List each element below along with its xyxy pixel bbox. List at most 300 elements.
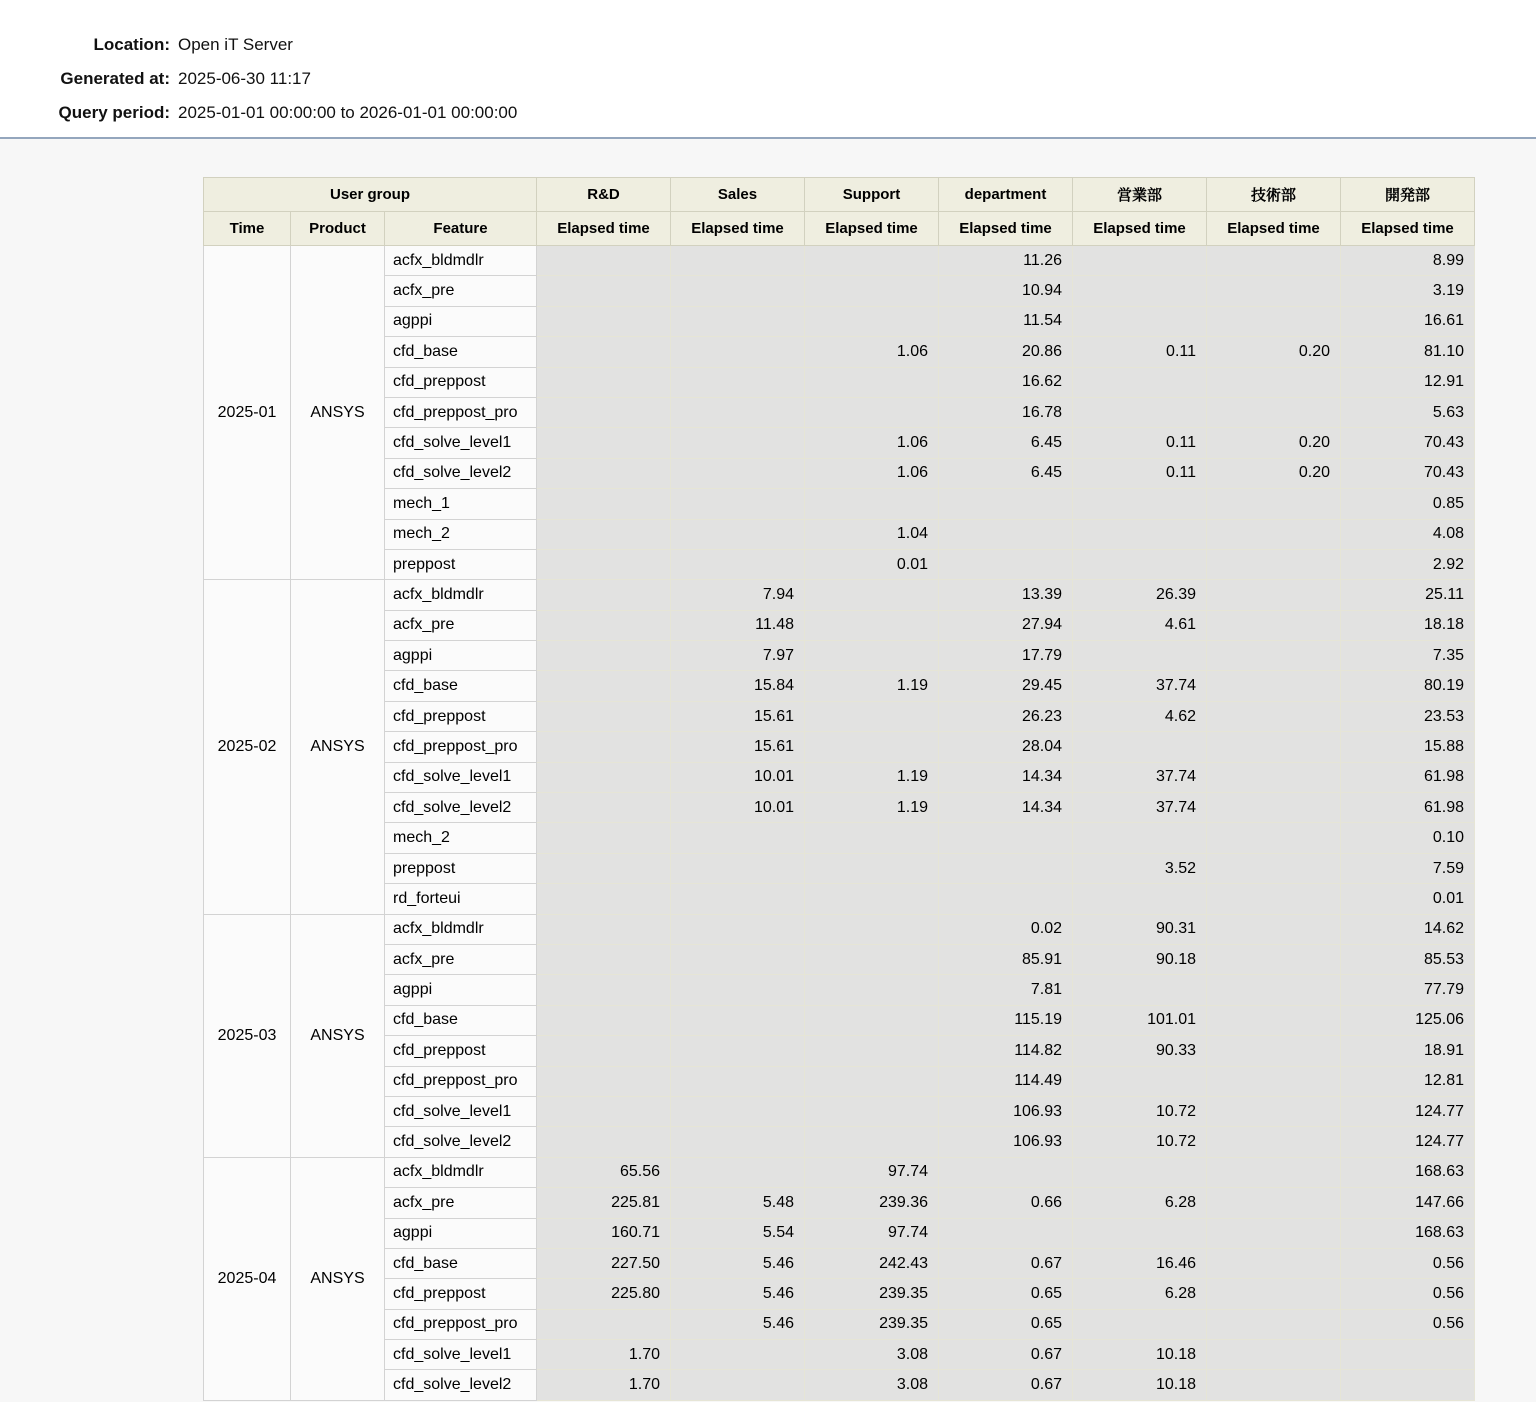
value-cell xyxy=(537,701,671,731)
value-cell: 3.08 xyxy=(805,1340,939,1370)
value-cell xyxy=(537,884,671,914)
value-cell xyxy=(1207,580,1341,610)
value-cell: 15.84 xyxy=(671,671,805,701)
report-body xyxy=(0,139,1536,1402)
value-cell: 6.45 xyxy=(939,458,1073,488)
value-cell xyxy=(1207,975,1341,1005)
value-cell: 11.26 xyxy=(939,246,1073,276)
value-cell xyxy=(805,853,939,883)
feature-cell: cfd_solve_level1 xyxy=(385,1340,537,1370)
value-cell: 0.20 xyxy=(1207,337,1341,367)
value-cell: 1.19 xyxy=(805,793,939,823)
value-cell xyxy=(939,853,1073,883)
value-cell xyxy=(1207,276,1341,306)
value-cell: 124.77 xyxy=(1341,1127,1475,1157)
value-cell xyxy=(805,1096,939,1126)
table-row xyxy=(204,489,1475,519)
value-cell: 4.61 xyxy=(1073,610,1207,640)
value-cell xyxy=(1073,823,1207,853)
query-period-value: 2025-01-01 00:00:00 to 2026-01-01 00:00:00 xyxy=(178,103,518,122)
table-row xyxy=(204,944,1475,974)
value-cell xyxy=(671,1005,805,1035)
value-cell xyxy=(1073,489,1207,519)
value-cell: 10.72 xyxy=(1073,1127,1207,1157)
value-cell xyxy=(671,246,805,276)
value-cell: 11.48 xyxy=(671,610,805,640)
value-cell: 4.62 xyxy=(1073,701,1207,731)
table-head xyxy=(204,178,1475,246)
feature-cell: agppi xyxy=(385,306,537,336)
value-cell xyxy=(1207,1036,1341,1066)
value-cell xyxy=(1207,610,1341,640)
value-cell: 65.56 xyxy=(537,1157,671,1187)
value-cell xyxy=(1207,1157,1341,1187)
value-cell xyxy=(671,1096,805,1126)
value-cell: 61.98 xyxy=(1341,793,1475,823)
value-cell: 16.61 xyxy=(1341,306,1475,336)
meta-row-generated-at xyxy=(0,62,1536,96)
value-cell: 0.65 xyxy=(939,1279,1073,1309)
table-row xyxy=(204,610,1475,640)
value-cell xyxy=(1207,549,1341,579)
value-cell xyxy=(1207,641,1341,671)
value-cell: 114.82 xyxy=(939,1036,1073,1066)
value-cell xyxy=(671,884,805,914)
value-cell: 14.34 xyxy=(939,793,1073,823)
generated-at-label: Generated at: xyxy=(60,69,170,88)
table-row xyxy=(204,975,1475,1005)
location-label: Location: xyxy=(93,35,170,54)
table-row xyxy=(204,1157,1475,1187)
feature-cell: cfd_base xyxy=(385,337,537,367)
value-cell: 168.63 xyxy=(1341,1157,1475,1187)
value-cell: 25.11 xyxy=(1341,580,1475,610)
value-cell: 227.50 xyxy=(537,1248,671,1278)
table-row xyxy=(204,580,1475,610)
feature-cell: preppost xyxy=(385,853,537,883)
value-cell xyxy=(805,1127,939,1157)
feature-cell: acfx_bldmdlr xyxy=(385,580,537,610)
value-cell: 3.19 xyxy=(1341,276,1475,306)
time-cell: 2025-01 xyxy=(204,246,291,580)
time-cell: 2025-03 xyxy=(204,914,291,1157)
value-cell: 0.65 xyxy=(939,1309,1073,1339)
value-cell: 0.01 xyxy=(1341,884,1475,914)
elapsed-time-header: Elapsed time xyxy=(805,212,939,246)
value-cell xyxy=(671,337,805,367)
value-cell: 15.61 xyxy=(671,701,805,731)
value-cell xyxy=(537,337,671,367)
value-cell xyxy=(671,1340,805,1370)
table-row xyxy=(204,397,1475,427)
value-cell: 160.71 xyxy=(537,1218,671,1248)
value-cell: 14.62 xyxy=(1341,914,1475,944)
value-cell xyxy=(537,641,671,671)
value-cell: 90.18 xyxy=(1073,944,1207,974)
feature-cell: preppost xyxy=(385,549,537,579)
value-cell: 0.56 xyxy=(1341,1248,1475,1278)
value-cell: 106.93 xyxy=(939,1127,1073,1157)
table-row xyxy=(204,732,1475,762)
value-cell: 106.93 xyxy=(939,1096,1073,1126)
value-cell: 14.34 xyxy=(939,762,1073,792)
value-cell: 2.92 xyxy=(1341,549,1475,579)
value-cell: 16.46 xyxy=(1073,1248,1207,1278)
table-row xyxy=(204,1127,1475,1157)
value-cell xyxy=(805,732,939,762)
value-cell xyxy=(537,823,671,853)
value-cell: 7.81 xyxy=(939,975,1073,1005)
value-cell: 37.74 xyxy=(1073,793,1207,823)
table-row xyxy=(204,246,1475,276)
value-cell: 3.52 xyxy=(1073,853,1207,883)
feature-cell: cfd_solve_level2 xyxy=(385,793,537,823)
value-cell xyxy=(1207,884,1341,914)
value-cell: 1.06 xyxy=(805,458,939,488)
value-cell: 85.91 xyxy=(939,944,1073,974)
time-cell: 2025-04 xyxy=(204,1157,291,1400)
value-cell: 5.46 xyxy=(671,1279,805,1309)
value-cell xyxy=(1073,975,1207,1005)
feature-cell: cfd_base xyxy=(385,671,537,701)
value-cell xyxy=(805,1036,939,1066)
table-row xyxy=(204,1036,1475,1066)
value-cell xyxy=(537,458,671,488)
value-cell: 5.46 xyxy=(671,1309,805,1339)
value-cell: 239.35 xyxy=(805,1279,939,1309)
value-cell xyxy=(537,519,671,549)
value-cell: 0.11 xyxy=(1073,337,1207,367)
feature-cell: cfd_base xyxy=(385,1248,537,1278)
value-cell: 12.81 xyxy=(1341,1066,1475,1096)
value-cell xyxy=(1207,1248,1341,1278)
value-cell xyxy=(1207,519,1341,549)
user-group-header: User group xyxy=(204,178,537,212)
value-cell xyxy=(537,276,671,306)
value-cell xyxy=(939,823,1073,853)
value-cell: 10.01 xyxy=(671,762,805,792)
value-cell: 4.08 xyxy=(1341,519,1475,549)
value-cell xyxy=(537,975,671,1005)
value-cell: 26.39 xyxy=(1073,580,1207,610)
table-row xyxy=(204,1340,1475,1370)
value-cell xyxy=(805,1066,939,1096)
value-cell xyxy=(671,428,805,458)
value-cell xyxy=(1073,397,1207,427)
value-cell: 1.70 xyxy=(537,1370,671,1400)
feature-cell: acfx_pre xyxy=(385,610,537,640)
value-cell xyxy=(1073,549,1207,579)
value-cell xyxy=(537,397,671,427)
value-cell xyxy=(1207,367,1341,397)
table-row xyxy=(204,428,1475,458)
value-cell: 0.67 xyxy=(939,1370,1073,1400)
value-cell xyxy=(537,762,671,792)
feature-cell: acfx_bldmdlr xyxy=(385,914,537,944)
value-cell xyxy=(671,367,805,397)
value-cell xyxy=(805,276,939,306)
value-cell xyxy=(805,367,939,397)
value-cell: 239.36 xyxy=(805,1188,939,1218)
value-cell xyxy=(1207,1309,1341,1339)
value-cell xyxy=(805,1005,939,1035)
value-cell xyxy=(939,549,1073,579)
table-row xyxy=(204,1066,1475,1096)
feature-cell: acfx_pre xyxy=(385,276,537,306)
value-cell xyxy=(1207,489,1341,519)
meta-row-query-period xyxy=(0,96,1536,130)
table-row xyxy=(204,853,1475,883)
value-cell xyxy=(537,732,671,762)
feature-cell: cfd_preppost_pro xyxy=(385,732,537,762)
value-cell: 114.49 xyxy=(939,1066,1073,1096)
value-cell xyxy=(805,246,939,276)
value-cell xyxy=(805,701,939,731)
value-cell xyxy=(671,975,805,1005)
table-row xyxy=(204,519,1475,549)
value-cell: 61.98 xyxy=(1341,762,1475,792)
table-row xyxy=(204,458,1475,488)
value-cell: 37.74 xyxy=(1073,762,1207,792)
value-cell: 70.43 xyxy=(1341,458,1475,488)
value-cell xyxy=(671,458,805,488)
value-cell xyxy=(671,823,805,853)
value-cell xyxy=(537,1096,671,1126)
product-cell: ANSYS xyxy=(291,914,385,1157)
feature-cell: rd_forteui xyxy=(385,884,537,914)
table-row xyxy=(204,1309,1475,1339)
value-cell xyxy=(805,884,939,914)
table-row xyxy=(204,641,1475,671)
value-cell xyxy=(1073,1157,1207,1187)
value-cell xyxy=(1073,1309,1207,1339)
value-cell: 10.72 xyxy=(1073,1096,1207,1126)
value-cell xyxy=(671,276,805,306)
value-cell: 28.04 xyxy=(939,732,1073,762)
value-cell xyxy=(1073,641,1207,671)
value-cell: 0.11 xyxy=(1073,428,1207,458)
value-cell: 1.06 xyxy=(805,428,939,458)
value-cell: 16.62 xyxy=(939,367,1073,397)
value-cell xyxy=(1207,1340,1341,1370)
value-cell xyxy=(1073,367,1207,397)
value-cell: 124.77 xyxy=(1341,1096,1475,1126)
value-cell xyxy=(1207,944,1341,974)
value-cell xyxy=(1207,1005,1341,1035)
value-cell: 0.85 xyxy=(1341,489,1475,519)
value-cell xyxy=(805,489,939,519)
feature-cell: cfd_preppost_pro xyxy=(385,397,537,427)
value-cell: 13.39 xyxy=(939,580,1073,610)
value-cell xyxy=(1207,1188,1341,1218)
value-cell xyxy=(1207,732,1341,762)
value-cell: 27.94 xyxy=(939,610,1073,640)
value-cell xyxy=(1207,1127,1341,1157)
value-cell xyxy=(1207,914,1341,944)
value-cell xyxy=(805,306,939,336)
feature-cell: cfd_preppost xyxy=(385,1036,537,1066)
value-cell xyxy=(805,914,939,944)
value-cell: 18.18 xyxy=(1341,610,1475,640)
feature-cell: acfx_pre xyxy=(385,1188,537,1218)
value-cell: 10.18 xyxy=(1073,1370,1207,1400)
feature-cell: cfd_preppost_pro xyxy=(385,1066,537,1096)
table-row xyxy=(204,549,1475,579)
value-cell xyxy=(537,671,671,701)
value-cell: 26.23 xyxy=(939,701,1073,731)
value-cell xyxy=(537,306,671,336)
group-column-header: Sales xyxy=(671,178,805,212)
feature-cell: cfd_solve_level2 xyxy=(385,1127,537,1157)
value-cell xyxy=(537,853,671,883)
value-cell xyxy=(939,884,1073,914)
value-cell: 1.19 xyxy=(805,762,939,792)
product-cell: ANSYS xyxy=(291,580,385,914)
value-cell xyxy=(1207,1218,1341,1248)
value-cell xyxy=(671,944,805,974)
feature-cell: acfx_pre xyxy=(385,944,537,974)
value-cell xyxy=(1207,1096,1341,1126)
value-cell xyxy=(671,914,805,944)
value-cell: 11.54 xyxy=(939,306,1073,336)
table-row xyxy=(204,914,1475,944)
table-row xyxy=(204,884,1475,914)
value-cell xyxy=(537,549,671,579)
value-cell: 6.28 xyxy=(1073,1188,1207,1218)
value-cell xyxy=(805,944,939,974)
value-cell xyxy=(1207,701,1341,731)
value-cell xyxy=(1207,762,1341,792)
value-cell: 0.67 xyxy=(939,1248,1073,1278)
value-cell: 0.56 xyxy=(1341,1309,1475,1339)
value-cell xyxy=(1207,1066,1341,1096)
value-cell: 8.99 xyxy=(1341,246,1475,276)
value-cell: 0.20 xyxy=(1207,458,1341,488)
value-cell xyxy=(1073,246,1207,276)
value-cell: 37.74 xyxy=(1073,671,1207,701)
feature-cell: cfd_solve_level1 xyxy=(385,1096,537,1126)
value-cell xyxy=(1341,1340,1475,1370)
value-cell: 6.45 xyxy=(939,428,1073,458)
feature-cell: cfd_preppost xyxy=(385,367,537,397)
value-cell xyxy=(1207,306,1341,336)
value-cell xyxy=(939,1218,1073,1248)
value-cell: 10.01 xyxy=(671,793,805,823)
table-row xyxy=(204,701,1475,731)
value-cell xyxy=(1073,1218,1207,1248)
value-cell xyxy=(939,489,1073,519)
value-cell xyxy=(537,580,671,610)
value-cell: 1.04 xyxy=(805,519,939,549)
feature-cell: agppi xyxy=(385,641,537,671)
value-cell: 5.46 xyxy=(671,1248,805,1278)
value-cell xyxy=(1073,732,1207,762)
value-cell xyxy=(805,975,939,1005)
value-cell xyxy=(1207,823,1341,853)
feature-cell: mech_1 xyxy=(385,489,537,519)
value-cell xyxy=(671,549,805,579)
value-cell: 90.33 xyxy=(1073,1036,1207,1066)
value-cell: 0.11 xyxy=(1073,458,1207,488)
meta-row-location xyxy=(0,28,1536,62)
value-cell xyxy=(1073,1066,1207,1096)
value-cell: 1.19 xyxy=(805,671,939,701)
query-period-label: Query period: xyxy=(58,103,170,122)
group-column-header: 営業部 xyxy=(1073,178,1207,212)
value-cell: 125.06 xyxy=(1341,1005,1475,1035)
value-cell xyxy=(1073,306,1207,336)
location-value: Open iT Server xyxy=(178,35,293,54)
value-cell xyxy=(1073,276,1207,306)
value-cell xyxy=(537,610,671,640)
value-cell xyxy=(537,1066,671,1096)
value-cell xyxy=(671,1036,805,1066)
product-cell: ANSYS xyxy=(291,246,385,580)
product-cell: ANSYS xyxy=(291,1157,385,1400)
value-cell: 5.54 xyxy=(671,1218,805,1248)
table-row xyxy=(204,367,1475,397)
value-cell xyxy=(537,914,671,944)
value-cell: 7.59 xyxy=(1341,853,1475,883)
group-column-header: department xyxy=(939,178,1073,212)
feature-cell: agppi xyxy=(385,975,537,1005)
value-cell xyxy=(1207,1279,1341,1309)
table-row xyxy=(204,1248,1475,1278)
value-cell: 29.45 xyxy=(939,671,1073,701)
value-cell xyxy=(537,1036,671,1066)
value-cell xyxy=(537,1309,671,1339)
value-cell: 97.74 xyxy=(805,1157,939,1187)
elapsed-time-header: Elapsed time xyxy=(1207,212,1341,246)
group-column-header: Support xyxy=(805,178,939,212)
feature-cell: cfd_preppost_pro xyxy=(385,1309,537,1339)
value-cell: 7.94 xyxy=(671,580,805,610)
elapsed-time-header: Elapsed time xyxy=(1341,212,1475,246)
usage-table xyxy=(203,177,1475,1401)
table-row xyxy=(204,1370,1475,1400)
value-cell: 15.88 xyxy=(1341,732,1475,762)
value-cell xyxy=(671,519,805,549)
value-cell: 85.53 xyxy=(1341,944,1475,974)
feature-cell: cfd_solve_level2 xyxy=(385,458,537,488)
value-cell: 147.66 xyxy=(1341,1188,1475,1218)
value-cell xyxy=(1207,793,1341,823)
value-cell: 115.19 xyxy=(939,1005,1073,1035)
value-cell: 0.67 xyxy=(939,1340,1073,1370)
value-cell xyxy=(671,1066,805,1096)
value-cell: 20.86 xyxy=(939,337,1073,367)
value-cell: 10.94 xyxy=(939,276,1073,306)
value-cell: 90.31 xyxy=(1073,914,1207,944)
table-row xyxy=(204,762,1475,792)
value-cell: 18.91 xyxy=(1341,1036,1475,1066)
value-cell xyxy=(1207,671,1341,701)
feature-column-header: Feature xyxy=(385,212,537,246)
value-cell: 0.10 xyxy=(1341,823,1475,853)
group-column-header: R&D xyxy=(537,178,671,212)
group-header-row xyxy=(204,178,1475,212)
table-row xyxy=(204,793,1475,823)
feature-cell: cfd_base xyxy=(385,1005,537,1035)
group-column-header: 技術部 xyxy=(1207,178,1341,212)
value-cell: 80.19 xyxy=(1341,671,1475,701)
value-cell: 97.74 xyxy=(805,1218,939,1248)
elapsed-time-header: Elapsed time xyxy=(671,212,805,246)
table-row xyxy=(204,306,1475,336)
value-cell xyxy=(805,641,939,671)
product-column-header: Product xyxy=(291,212,385,246)
table-row xyxy=(204,1279,1475,1309)
